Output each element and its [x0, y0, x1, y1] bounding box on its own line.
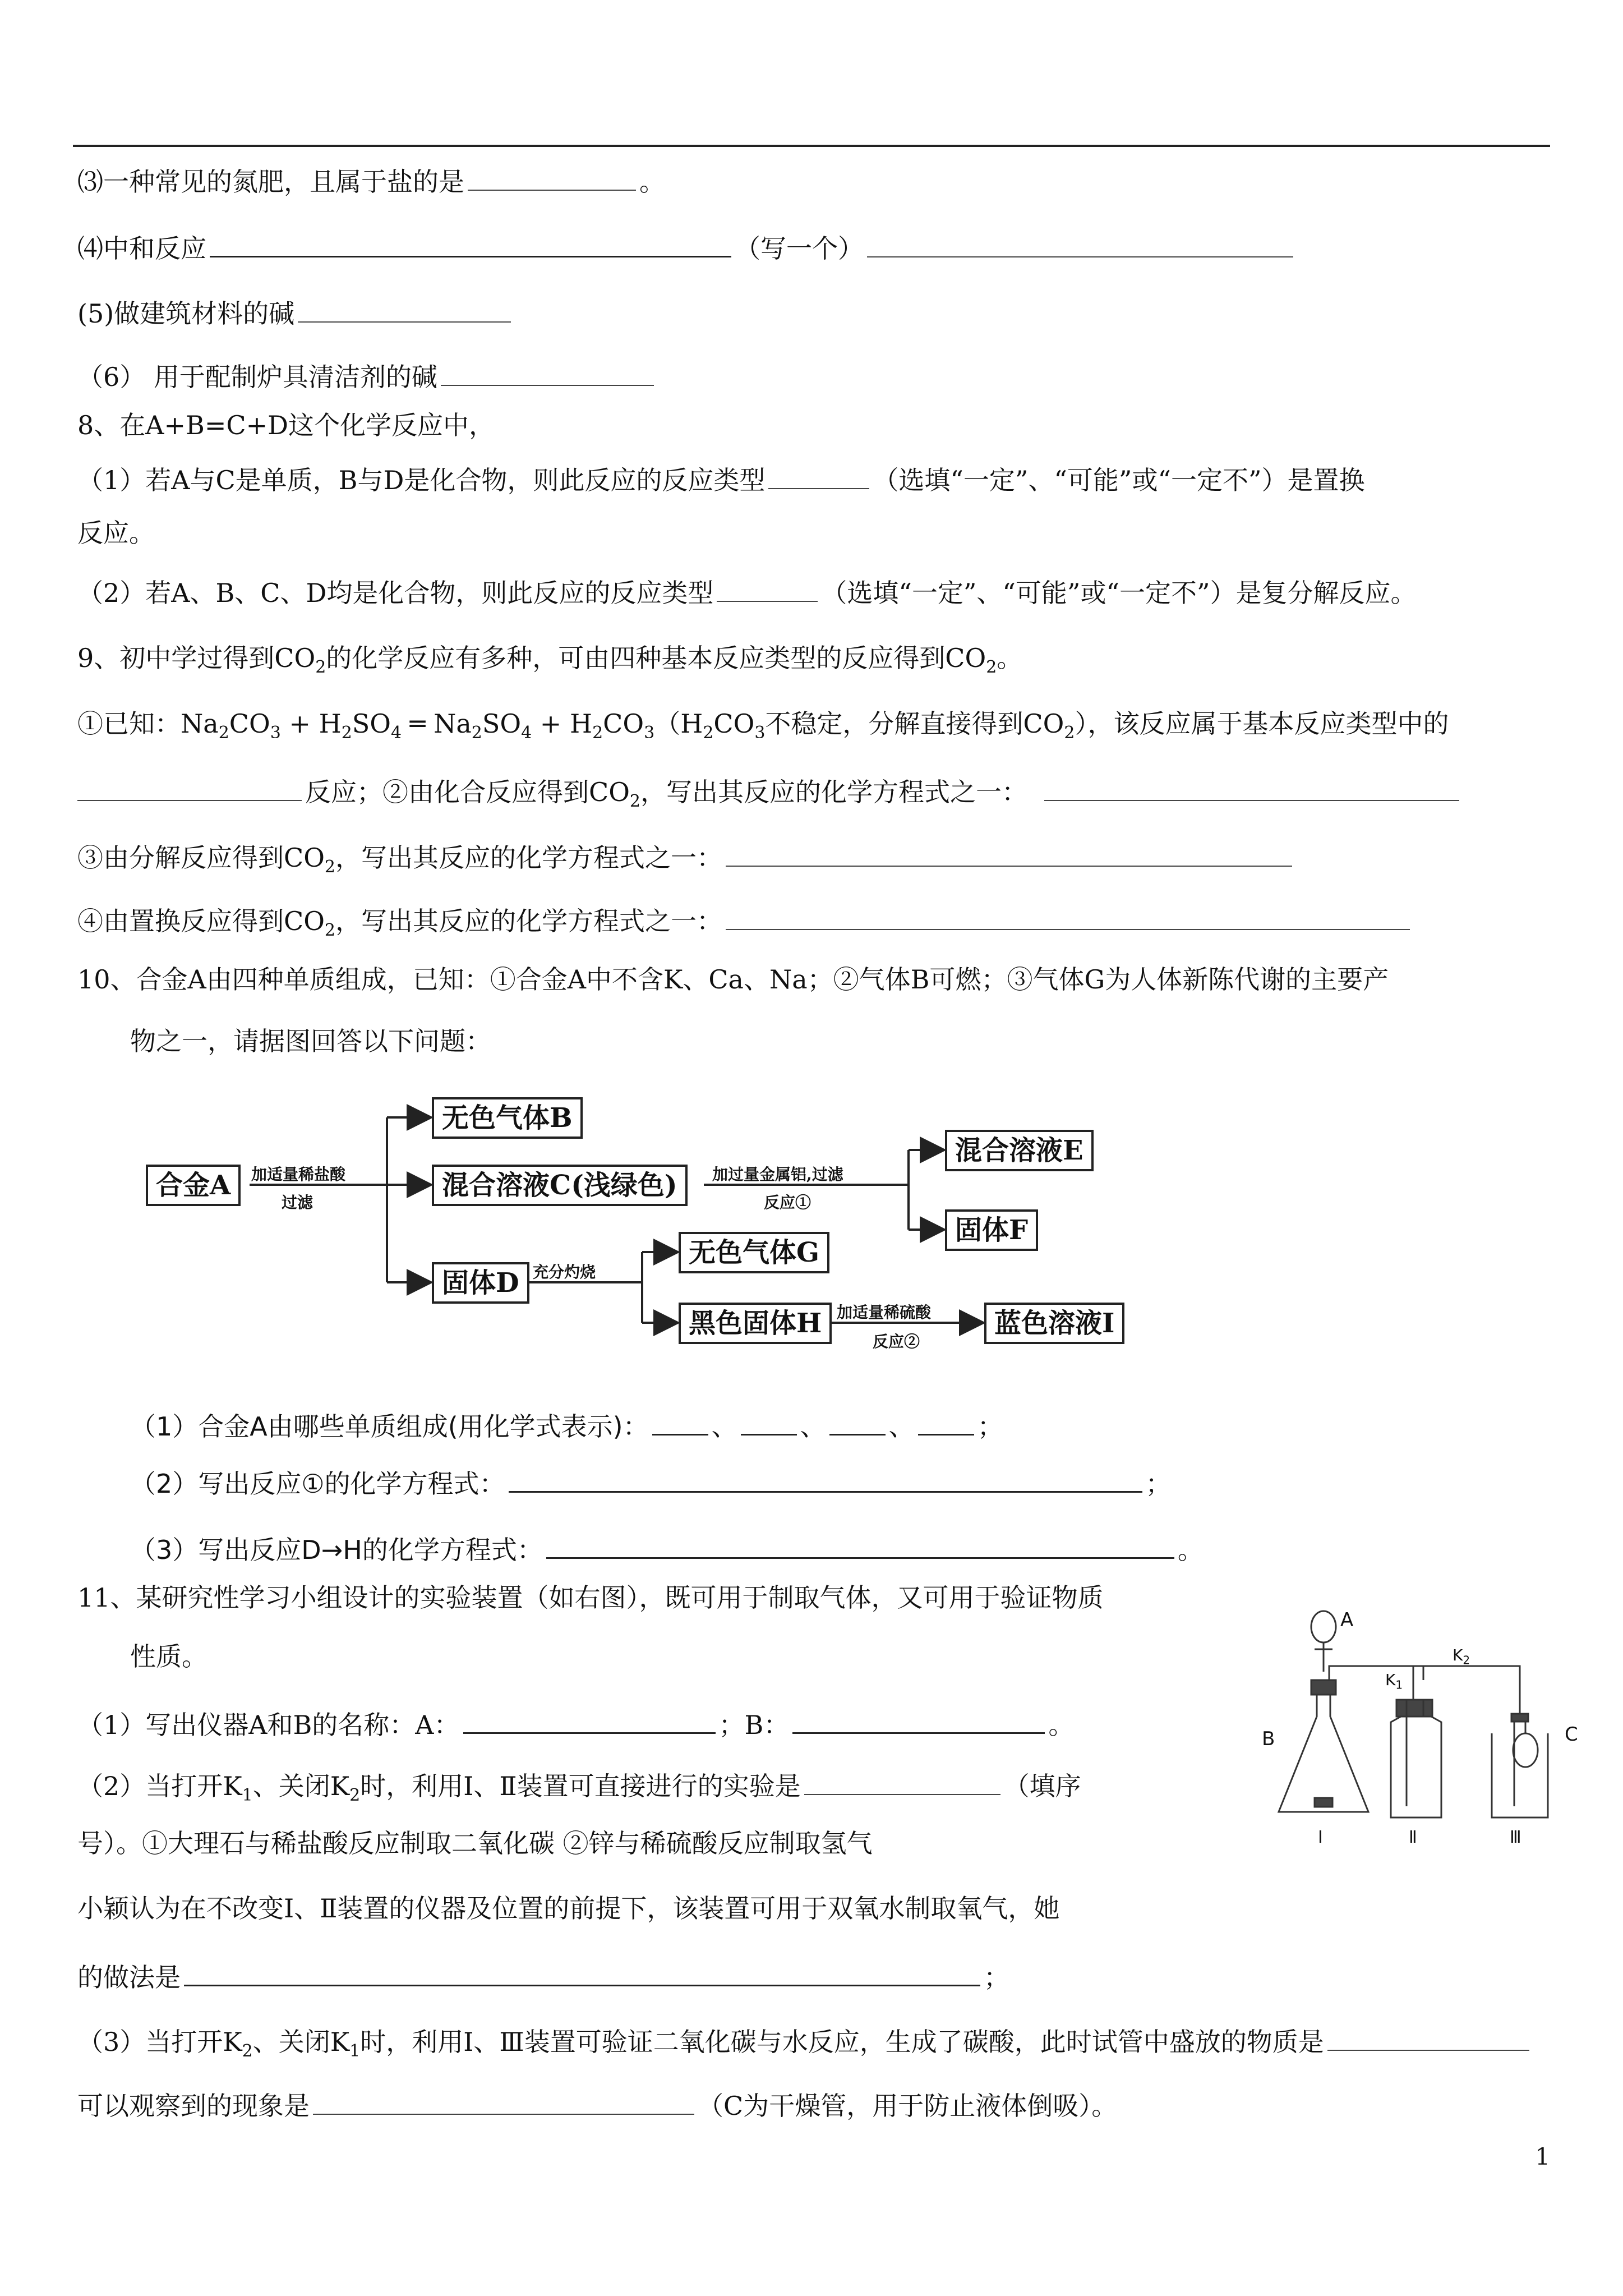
sub: 2 [315, 657, 326, 678]
apparatus-figure [1256, 1604, 1581, 1862]
q9-text: SO [352, 708, 391, 739]
q9-text: ），该反应属于基本反应类型中的 [1075, 708, 1449, 739]
q10-s3-end: 。 [1177, 1535, 1204, 1565]
sub: 2 [592, 723, 603, 743]
label-b: B [1262, 1728, 1275, 1750]
sub: 3 [270, 723, 281, 743]
q11-sub2 [77, 1767, 1081, 1812]
answer-blank[interactable] [509, 1464, 1142, 1493]
q10-s1-text: （1）合金A由哪些单质组成(用化学式表示)： [130, 1411, 649, 1442]
q9-text: ═ Na [402, 708, 472, 739]
node-alloy-a: 合金A [146, 1165, 241, 1206]
q11-text: 的做法是 [77, 1962, 181, 1993]
label-reaction-1: 反应① [764, 1193, 811, 1212]
q8-p1c: 反应。 [77, 518, 155, 548]
answer-blank[interactable] [1044, 773, 1459, 801]
q9-line4 [77, 902, 1413, 947]
header-rule [73, 145, 1550, 147]
q9-text: CO [229, 708, 270, 739]
sub: 1 [349, 2041, 361, 2062]
sub: 3 [644, 723, 655, 743]
node-solid-d: 固体D [432, 1262, 529, 1304]
q9-text: SO [482, 708, 522, 739]
separator: 、 [888, 1411, 915, 1442]
q9-line1 [77, 707, 1449, 750]
q9-text: + H [532, 708, 593, 739]
q11-text: 时，利用Ⅰ、Ⅱ装置可直接进行的实验是 [360, 1771, 801, 1801]
sub: 2 [349, 1786, 361, 1806]
q11-sub2-options: 号）。①大理石与稀盐酸反应制取二氧化碳 ②锌与稀硫酸反应制取氢气 [77, 1828, 873, 1858]
label-k1 [1385, 1671, 1403, 1692]
q9-text: ①已知：Na [77, 708, 219, 739]
answer-blank[interactable] [441, 358, 654, 386]
q9-title-b: 的化学反应有多种，可由四种基本反应类型的反应得到CO [326, 643, 986, 673]
q11-text: 、关闭K [252, 1771, 350, 1801]
label-a: A [1340, 1609, 1354, 1631]
node-solution-e: 混合溶液E [945, 1130, 1094, 1171]
sub: 2 [341, 723, 352, 743]
answer-blank[interactable] [77, 773, 302, 801]
sub: 2 [242, 2041, 253, 2062]
q7-line3 [77, 163, 665, 199]
q10-line1: 10、合金A由四种单质组成，已知：①合金A中不含K、Ca、Na；②气体B可燃；③气体G为人体新陈代谢的主要产 [77, 964, 1389, 995]
flow-diagram [135, 1055, 1172, 1369]
label-filter: 过滤 [282, 1193, 313, 1212]
q7-l6-text: （6） 用于配制炉具清洁剂的碱 [77, 362, 437, 392]
label-add-hcl: 加适量稀盐酸 [251, 1165, 346, 1184]
q7-line6 [77, 358, 657, 394]
sub: 2 [986, 657, 997, 678]
q8-title: 8、在A+B=C+D这个化学反应中， [77, 410, 495, 440]
q7-line4 [77, 229, 1297, 265]
answer-blank[interactable] [768, 461, 869, 489]
sub: 2 [629, 792, 641, 812]
q11-line1: 11、某研究性学习小组设计的实验装置（如右图），既可用于制取气体，又可用于验证物质 [77, 1582, 1104, 1613]
separator: 、 [711, 1411, 737, 1442]
answer-blank[interactable] [726, 839, 1292, 867]
label-iii: Ⅲ [1510, 1828, 1521, 1847]
q10-s3-text: （3）写出反应D→H的化学方程式： [130, 1535, 543, 1565]
q8-p2 [77, 574, 1416, 610]
q9-text: + H [280, 708, 342, 739]
label-ii: Ⅱ [1409, 1828, 1417, 1847]
q7-line5 [77, 295, 514, 330]
node-solid-f: 固体F [945, 1209, 1038, 1251]
answer-blank[interactable] [741, 1407, 797, 1435]
answer-blank[interactable] [298, 295, 511, 323]
q7-l4-text: ⑷中和反应 [77, 233, 206, 264]
q8-p1b: （选填“一定”、“可能”或“一定不”）是置换 [873, 465, 1365, 495]
k1-letter: K [1385, 1671, 1396, 1689]
q11-text: 可以观察到的现象是 [77, 2091, 310, 2121]
sub: 2 [324, 921, 336, 941]
answer-blank[interactable] [1327, 2023, 1529, 2051]
q10-s2-end: ； [1145, 1469, 1172, 1499]
label-add-h2so4: 加适量稀硫酸 [837, 1303, 932, 1322]
sub: 2 [703, 723, 714, 743]
q8-p2b: （选填“一定”、“可能”或“一定不”）是复分解反应。 [821, 578, 1417, 608]
sub: 3 [754, 723, 766, 743]
q9-text: CO [603, 708, 644, 739]
answer-blank[interactable] [313, 2087, 694, 2115]
label-k2 [1453, 1646, 1470, 1667]
q9-text: ，写出其反应的化学方程式之一： [335, 906, 723, 936]
q9-title [77, 641, 1022, 684]
q9-text: 不稳定，分解直接得到CO [765, 708, 1064, 739]
answer-blank[interactable] [210, 229, 731, 257]
q9-text: 反应；②由化合反应得到CO [305, 777, 630, 807]
q9-line3 [77, 839, 1295, 884]
answer-blank[interactable] [726, 902, 1410, 930]
sub: 2 [471, 723, 482, 743]
q11-text: （填序 [1003, 1771, 1081, 1801]
q11-sub2-note: 小颖认为在不改变Ⅰ、Ⅱ装置的仪器及位置的前提下，该装置可用于双氧水制取氧气，她 [77, 1893, 1060, 1924]
sub: 1 [1395, 1678, 1403, 1692]
q10-line2: 物之一，请据图回答以下问题： [130, 1026, 491, 1056]
q7-l4-mid: （写一个） [735, 233, 864, 264]
q8-p1 [77, 461, 1364, 497]
separator: 、 [800, 1411, 826, 1442]
label-c: C [1565, 1723, 1578, 1746]
q11-text: （3）当打开K [77, 2027, 242, 2057]
node-solution-i: 蓝色溶液I [984, 1303, 1124, 1344]
q9-text: （H [654, 708, 703, 739]
node-gas-g: 无色气体G [679, 1232, 829, 1273]
sub: 2 [218, 723, 229, 743]
answer-blank[interactable] [652, 1407, 708, 1435]
q11-text: 时，利用Ⅰ、Ⅲ装置可验证二氧化碳与水反应，生成了碳酸，此时试管中盛放的物质是 [360, 2027, 1324, 2057]
answer-blank[interactable] [468, 163, 636, 191]
q10-s1-end: ； [977, 1411, 1003, 1442]
q9-text: ③由分解反应得到CO [77, 843, 325, 873]
page-number: 1 [1535, 2143, 1550, 2170]
answer-blank[interactable] [546, 1530, 1174, 1559]
q11-text: ； [984, 1962, 1009, 1993]
answer-blank[interactable] [184, 1958, 980, 1986]
q10-sub2 [130, 1464, 1172, 1501]
q8-p2a: （2）若A、B、C、D均是化合物，则此反应的反应类型 [77, 578, 714, 608]
sub: 1 [242, 1786, 253, 1806]
label-add-al: 加过量金属铝,过滤 [712, 1165, 843, 1184]
q11-text: （2）当打开K [77, 1771, 242, 1801]
q10-sub1 [130, 1407, 1003, 1443]
q9-text: ，写出其反应的化学方程式之一： [640, 777, 1028, 807]
answer-blank[interactable] [463, 1705, 716, 1734]
q10-sub3 [130, 1530, 1204, 1567]
q11-sub1 [77, 1705, 1074, 1742]
node-solid-h: 黑色固体H [679, 1303, 832, 1344]
q11-text: ；B： [718, 1710, 790, 1740]
q8-p1a: （1）若A与C是单质，B与D是化合物，则此反应的反应类型 [77, 465, 766, 495]
label-burn: 充分灼烧 [533, 1263, 596, 1281]
answer-blank[interactable] [792, 1705, 1045, 1734]
sub: 2 [1064, 723, 1075, 743]
q11-sub3 [77, 2023, 1533, 2068]
q11-line2: 性质。 [130, 1641, 208, 1672]
q11-sub2-method [77, 1958, 1009, 1994]
label-reaction-2: 反应② [873, 1332, 920, 1351]
answer-blank[interactable] [829, 1407, 886, 1435]
k2-letter: K [1453, 1646, 1463, 1664]
q11-text: （1）写出仪器A和B的名称：A： [77, 1710, 460, 1740]
sub: 2 [1463, 1653, 1470, 1667]
sub: 2 [324, 857, 336, 877]
q11-text: 。 [1048, 1710, 1075, 1740]
answer-blank[interactable] [918, 1407, 974, 1435]
answer-blank[interactable] [804, 1767, 1000, 1795]
q7-l3-end: 。 [639, 167, 665, 197]
answer-blank[interactable] [717, 574, 818, 602]
node-solution-c: 混合溶液C(浅绿色) [432, 1165, 688, 1206]
q11-text: （C为干燥管，用于防止液体倒吸）。 [698, 2091, 1118, 2121]
q10-s2-text: （2）写出反应①的化学方程式： [130, 1469, 505, 1499]
q7-l3-text: ⑶一种常见的氮肥，且属于盐的是 [77, 167, 464, 197]
q9-text: CO [713, 708, 755, 739]
q9-title-a: 9、初中学过得到CO [77, 643, 316, 673]
label-i: Ⅰ [1318, 1828, 1323, 1847]
q9-text: ，写出其反应的化学方程式之一： [335, 843, 723, 873]
q11-text: 、关闭K [252, 2027, 350, 2057]
q9-line2 [77, 773, 1463, 818]
q7-l5-text: (5)做建筑材料的碱 [77, 298, 295, 329]
sub: 4 [391, 723, 402, 743]
apparatus-drawing [1256, 1604, 1581, 1862]
sub: 4 [521, 723, 532, 743]
q9-title-c: 。 [997, 643, 1023, 673]
q9-text: ④由置换反应得到CO [77, 906, 325, 936]
q11-sub3-observe [77, 2087, 1117, 2123]
answer-blank[interactable] [867, 229, 1293, 257]
node-gas-b: 无色气体B [432, 1097, 583, 1139]
